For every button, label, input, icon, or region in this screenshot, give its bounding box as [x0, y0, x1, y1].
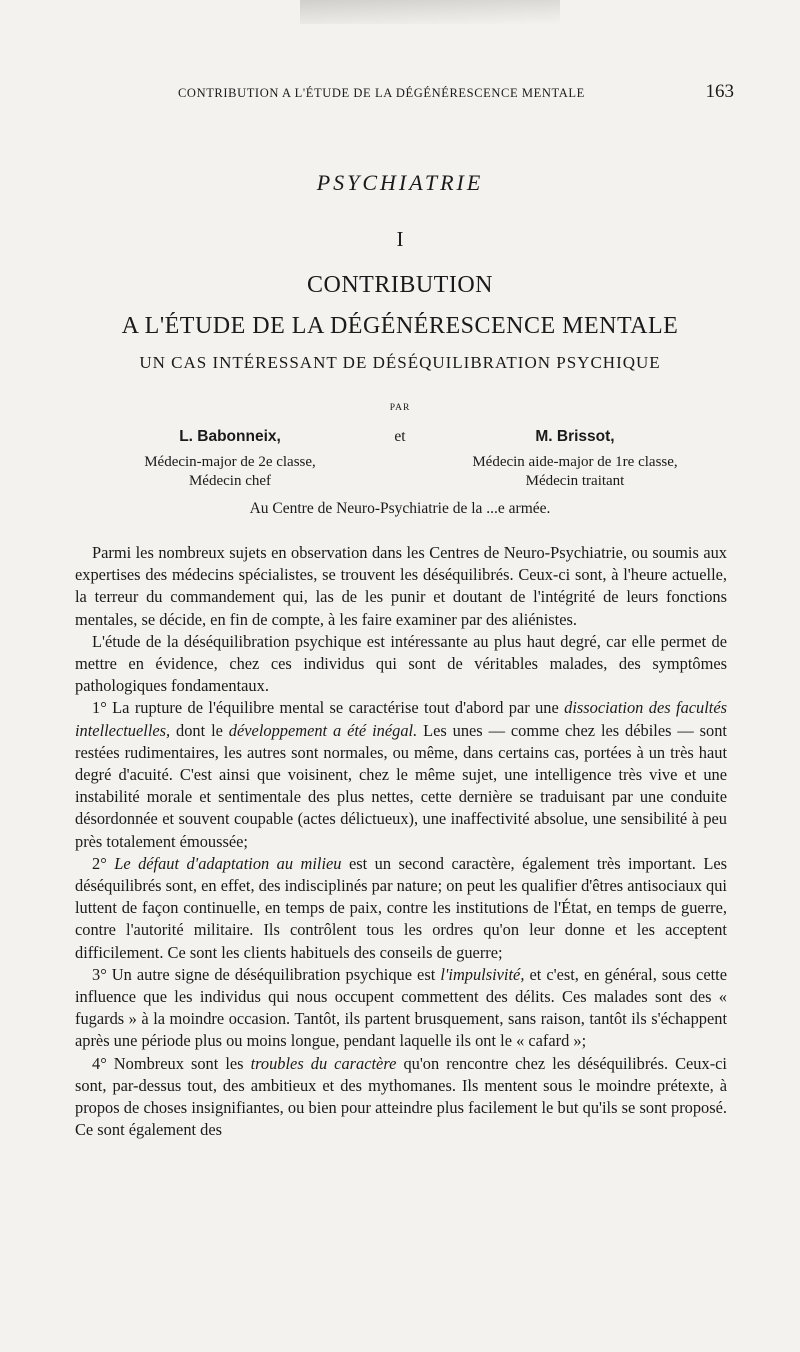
author-role: Médecin aide-major de 1re classe,: [472, 454, 678, 470]
author-role: Médecin traitant: [525, 473, 625, 489]
emphasis: Le défaut d'adaptation au milieu: [114, 853, 342, 873]
running-head: [178, 81, 734, 102]
emphasis: développement a été inégal.: [228, 720, 418, 740]
author-babonneix: [100, 428, 360, 491]
section-title: PSYCHIATRIE: [316, 170, 484, 195]
running-head-title: CONTRIBUTION A L'ÉTUDE DE LA DÉGÉNÉRESCENCE MENTALE: [178, 86, 585, 100]
emphasis: l'impulsivité,: [440, 964, 525, 984]
text-run: Les unes — comme chez les débiles — sont restées rudimentaires, les autres sont normales, ou même, dans certains cas, portées à un très haut degré d'acuité. C'est ainsi que voisinent, chez le même sujet, une intelligence très vive et une instabilité morale et sentimentale des plus nettes, cette dernière se traduisant par une conduite désordonnée et souvent coupable (actes délictueux), une inaffectivité absolue, une sensibilité à peu près totalement émoussée;: [75, 720, 727, 851]
text-run: 4° Nombreux sont les: [92, 1053, 251, 1073]
paragraph: L'étude de la déséquilibration psychique est intéressante au plus haut degré, car elle permet de mettre en évidence, chez ces individus qui sont de véritables malades, des symptômes pathologiques fondamentaux.: [75, 631, 727, 696]
text-run: 3° Un autre signe de déséquilibration psychique est: [92, 964, 441, 984]
text-run: 2°: [92, 853, 115, 873]
affiliation: Au Centre de Neuro-Psychiatrie de la ...e armée.: [249, 500, 551, 517]
paragraph: Parmi les nombreux sujets en observation dans les Centres de Neuro-Psychiatrie, ou soumis aux expertises des médecins spécialistes, se trouvent les déséquilibrés. Ceux-ci sont, à l'heure actuelle, la terreur du commandement qui, las de les punir et doutant de l'intégrité de leurs fonctions mentales, se décide, en fin de compte, à les faire examiner par des aliénistes.: [75, 543, 727, 629]
article-subtitle: UN CAS INTÉRESSANT DE DÉSÉQUILIBRATION PSYCHIQUE: [139, 353, 661, 372]
page-number: 163: [705, 81, 734, 102]
author-conjunction: et: [394, 428, 406, 445]
paragraph: [75, 853, 727, 964]
author-role: Médecin chef: [188, 473, 272, 489]
author-role: Médecin-major de 2e classe,: [144, 454, 316, 470]
paragraph: [75, 1053, 727, 1142]
text-run: 1° La rupture de l'équilibre mental se caractérise tout d'abord par une: [92, 698, 565, 718]
text-run: est un second caractère, également très important. Les déséquilibrés sont, en effet, des indisciplinés par nature; on peut les qualifier d'êtres antisociaux qui luttent de façon continuelle, en temps de paix, contre les institutions de l'État, en temps de guerre, contre l'autorité militaire. Ils contrôlent tous les ordres qu'on leur donne et les acceptent difficilement. Ce sont les clients habituels des conseils de guerre;: [75, 853, 727, 962]
emphasis: dissociation des facultés intellectuelles,: [75, 698, 727, 740]
text-run: et c'est, en général, sous cette influence que les individus qui nous occupent commettent des délits. Ces malades sont des « fugards » à la moindre occasion. Tantôt, ils partent brusquement, sans raison, tantôt ils s'échappent après une période plus ou moins longue, pendant laquelle ils ont le « cafard »;: [75, 964, 727, 1051]
author-name: M. Brissot,: [535, 428, 615, 445]
author-brissot: [440, 428, 710, 491]
byline-par: PAR: [389, 403, 411, 413]
article-body: [75, 542, 727, 1141]
section-number: I: [396, 227, 404, 251]
scan-edge-shadow: [300, 0, 560, 24]
article-title-line1: CONTRIBUTION: [307, 272, 493, 298]
author-name: L. Babonneix,: [179, 428, 281, 445]
text-run: qu'on rencontre chez les déséquilibrés. Ceux-ci sont, par-dessus tout, des ambitieux et des mythomanes. Ils mentent sous le moindre prétexte, à propos de choses insignifiantes, ou bien pour atteindre plus facilement le but qu'ils se sont proposé. Ce sont également des: [75, 1053, 727, 1140]
emphasis: troubles du caractère: [250, 1053, 397, 1073]
article-title-line2: A L'ÉTUDE DE LA DÉGÉNÉRESCENCE MENTALE: [121, 313, 679, 339]
paragraph: [75, 697, 727, 852]
paragraph: [75, 964, 727, 1053]
text-run: dont le: [170, 720, 229, 740]
